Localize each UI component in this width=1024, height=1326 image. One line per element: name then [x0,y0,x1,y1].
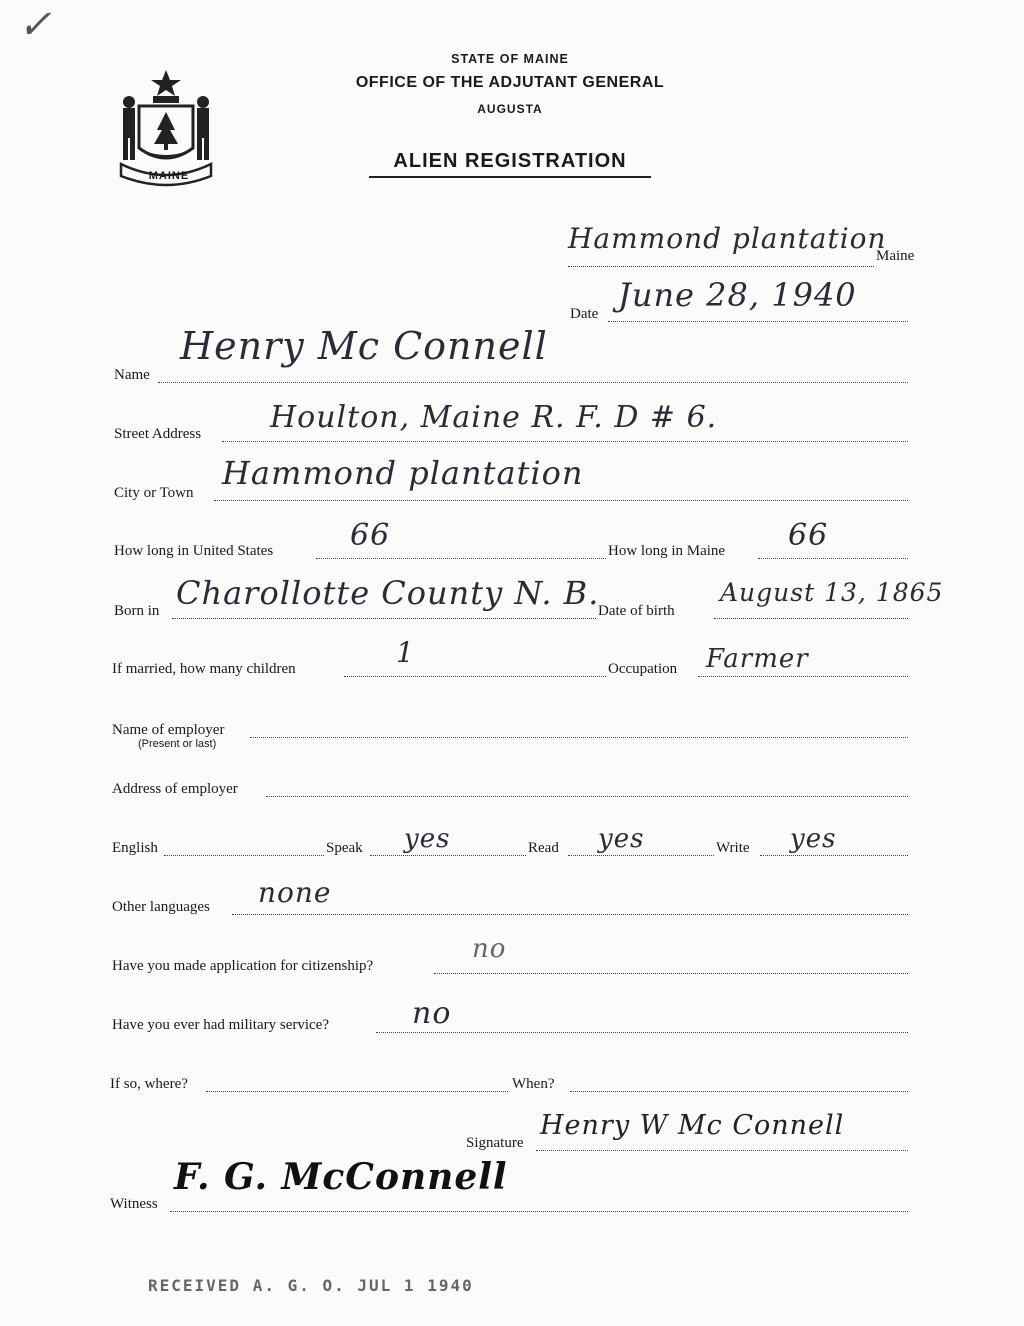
when-label: When? [512,1076,555,1092]
born-line [172,618,596,619]
employer-line [250,737,908,738]
where-line [206,1091,508,1092]
employer-address-label: Address of employer [112,781,238,797]
military-label: Have you ever had military service? [112,1017,329,1033]
when-line [570,1091,908,1092]
maine-years-line [758,558,908,559]
born-label: Born in [114,603,160,619]
dob-label: Date of birth [598,603,675,619]
header-office: OFFICE OF THE ADJUTANT GENERAL [355,74,665,91]
speak-label: Speak [326,840,363,856]
occupation-value: Farmer [706,644,809,674]
occupation-line [698,676,908,677]
employer-address-line [266,796,908,797]
military-line [376,1032,908,1033]
write-value: yes [790,824,837,854]
employer-label: Name of employer [112,722,225,738]
citizenship-value: no [472,934,507,964]
city-line [214,500,908,501]
name-line [158,382,908,383]
name-value: Henry Mc Connell [180,324,548,368]
occupation-label: Occupation [608,661,678,677]
english-label: English [112,840,158,856]
children-line [344,676,606,677]
maine-years-value: 66 [788,518,829,553]
street-line [222,441,908,442]
children-label: If married, how many children [112,661,296,677]
seal-banner-text: MAINE [148,170,190,182]
witness-label: Witness [110,1196,158,1212]
read-line [568,855,714,856]
place-value: Hammond plantation [568,222,887,255]
city-label: City or Town [114,485,194,501]
witness-value: F. G. McConnell [174,1156,508,1198]
other-languages-line [232,914,908,915]
write-label: Write [716,840,750,856]
date-label: Date [570,306,599,322]
received-stamp: RECEIVED A. G. O. JUL 1 1940 [148,1276,474,1295]
city-value: Hammond plantation [222,454,584,492]
english-line [164,855,324,856]
dob-value: August 13, 1865 [720,578,944,607]
speak-line [370,855,526,856]
other-languages-value: none [258,876,332,909]
born-value: Charollotte County N. B. [176,574,600,612]
signature-label: Signature [466,1135,524,1151]
title-underline [369,176,651,178]
place-line [568,266,874,267]
us-years-label: How long in United States [114,543,274,559]
header-state: STATE OF MAINE [451,52,569,66]
witness-line [170,1211,908,1212]
signature-line [536,1150,908,1151]
name-label: Name [114,367,150,383]
employer-sublabel: (Present or last) [138,738,217,750]
citizenship-label: Have you made application for citizenship? [112,958,374,974]
military-value: no [412,996,452,1031]
read-label: Read [528,840,559,856]
maine-years-label: How long in Maine [608,543,726,559]
place-suffix: Maine [876,248,915,264]
read-value: yes [598,824,645,854]
street-value: Houlton, Maine R. F. D # 6. [270,400,718,435]
corner-check-mark: ✓ [18,2,53,48]
citizenship-line [434,973,908,974]
children-value: 1 [396,636,415,669]
date-line [608,321,908,322]
signature-value: Henry W Mc Connell [540,1110,845,1141]
us-years-line [316,558,606,559]
us-years-value: 66 [350,518,391,553]
speak-value: yes [404,824,451,854]
page-title: ALIEN REGISTRATION [393,150,627,172]
write-line [760,855,908,856]
date-value: June 28, 1940 [618,276,857,314]
where-label: If so, where? [110,1076,188,1092]
street-label: Street Address [114,426,202,442]
header-city: AUGUSTA [477,102,543,116]
other-languages-label: Other languages [112,899,210,915]
dob-line [714,618,908,619]
